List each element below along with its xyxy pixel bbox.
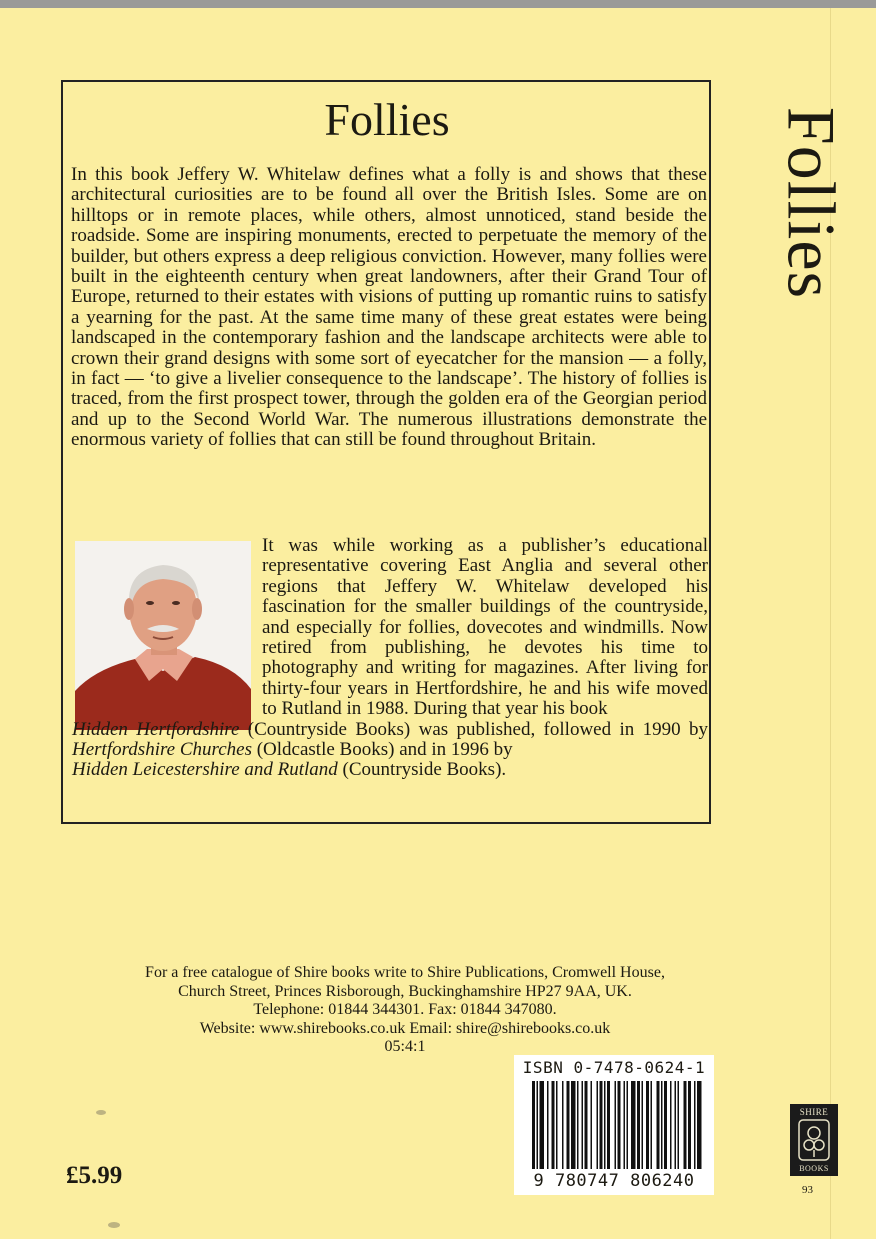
logo-bottom-text: BOOKS: [799, 1164, 829, 1173]
price: £5.99: [66, 1162, 123, 1189]
book-description: In this book Jeffery W. Whitelaw defines what a folly is and shows that these architectural curiosities are to be found all over the British Isles. Some are on hilltops or in remote places, while others, almost unnoticed, stand beside the roadside. Some are inspiring monuments, erected to perpetuate the memory of the builder, but others express a deep religious conviction. However, many follies were built in the eighteenth century when great landowners, after their Grand Tour of Europe, returned to their estates with visions of putting up romantic ruins to satisfy a yearning for the past. At the same time many of these great estates were being landscaped in the contemporary fashion and the landscape architects were able to crown their grand designs with some sort of eyecatcher for the mansion — a folly, in fact — ‘to give a livelier consequence to the landscape’. The history of follies is traced, from the first prospect tower, through the golden era of the Georgian period and up to the Second World War. The numerous illustrations demonstrate the enormous variety of follies that can still be found throughout Britain.: [71, 164, 707, 451]
author-bio-text: It was while working as a publisher’s educational representative covering East Anglia and several other regions that Jeffery W. Whitelaw developed his fascination for the smaller buildings of the countryside, and especially for follies, dovecotes and windmills. Now retired from publishing, he devotes his time to photography and writing for magazines. After living for thirty-four years in Hertfordshire, he and his wife moved to Rutland in 1988. During that year his book: [262, 535, 708, 720]
book-hertfordshire-churches: Hertfordshire Churches: [72, 739, 252, 761]
footer-line-1: For a free catalogue of Shire books write to Shire Publications, Cromwell House,: [145, 964, 665, 981]
page-top-edge: [0, 0, 876, 8]
spine-title-text: Follies: [773, 106, 850, 300]
isbn-label: ISBN 0-7478-0624-1: [522, 1058, 706, 1077]
scuff-mark: [96, 1110, 106, 1115]
footer-line-2: Church Street, Princes Risborough, Buckinghamshire HP27 9AA, UK.: [178, 982, 632, 1000]
footer-line-3: Telephone: 01844 344301. Fax: 01844 347080.: [253, 1001, 557, 1018]
barcode-digits: 9 780747 806240: [533, 1171, 695, 1191]
spine-title: [773, 78, 850, 328]
book-hidden-hertfordshire: Hidden Hertfordshire: [72, 718, 240, 740]
page-number: 93: [802, 1184, 813, 1196]
publisher-contact: [20, 964, 790, 1057]
author-photo: [75, 541, 251, 730]
author-bio-text-4: (Countryside Books).: [337, 759, 507, 781]
author-bio-books: [72, 720, 708, 781]
book-hidden-leicestershire: Hidden Leicestershire and Rutland: [72, 759, 338, 781]
isbn-barcode: [514, 1055, 714, 1195]
logo-top-text: SHIRE: [799, 1107, 829, 1117]
author-bio-text-2: (Countryside Books) was published, followed in 1990 by: [239, 718, 708, 740]
shire-books-logo: [790, 1104, 838, 1176]
footer-line-4: Website: www.shirebooks.co.uk Email: shire@shirebooks.co.uk: [199, 1019, 611, 1037]
shire-emblem-icon: [798, 1119, 830, 1161]
book-title: Follies: [324, 94, 450, 145]
author-portrait-image: [75, 541, 251, 730]
scuff-mark: [108, 1222, 120, 1228]
author-biography: [72, 535, 708, 781]
footer-line-5: 05:4:1: [384, 1038, 426, 1055]
author-bio-text-3: (Oldcastle Books) and in 1996 by: [251, 739, 513, 761]
